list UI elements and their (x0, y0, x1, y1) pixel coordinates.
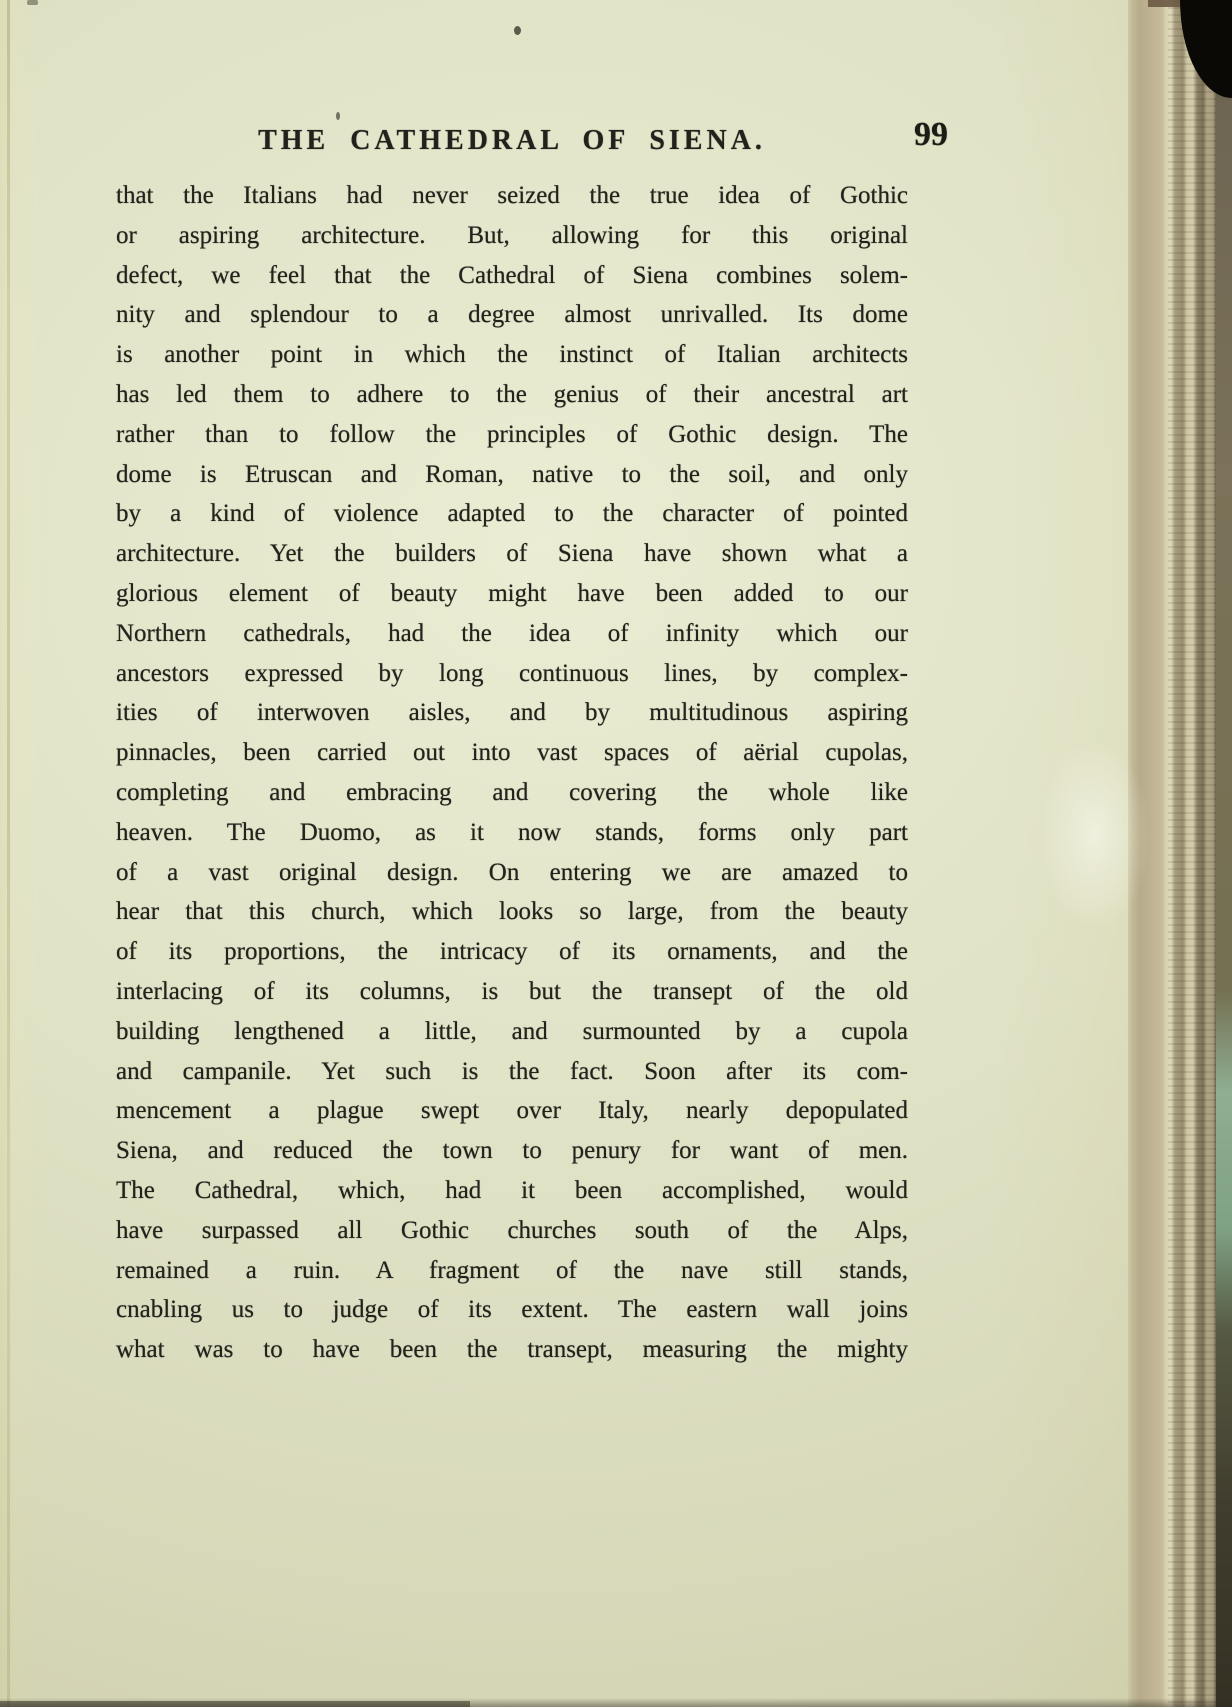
page-number: 99 (914, 116, 948, 153)
text-line: of a vast original design. On entering we are amazed to (116, 858, 908, 886)
ink-speck (27, 0, 38, 5)
ink-speck (514, 26, 521, 35)
text-line: is another point in which the instinct of Italian architects (116, 341, 908, 369)
ink-speck (336, 112, 340, 120)
text-line: ancestors expressed by long continuous lines, by complex- (116, 659, 908, 687)
text-line: have surpassed all Gothic churches south of the Alps, (116, 1216, 908, 1244)
text-line: what was to have been the transept, measuring the mighty (116, 1336, 908, 1364)
text-line: pinnacles, been carried out into vast spaces of aërial cupolas, (116, 739, 908, 767)
bottom-left-edge-shadow (0, 1701, 470, 1707)
text-line: ities of interwoven aisles, and by multitudinous aspiring (116, 699, 908, 727)
text-line: hear that this church, which looks so large, from the beauty (116, 898, 908, 926)
page-gutter-crease (7, 0, 10, 1707)
page-header-title: THE CATHEDRAL OF SIENA. (258, 125, 766, 156)
text-line: or aspiring architecture. But, allowing for this original (116, 221, 908, 249)
text-line: heaven. The Duomo, as it now stands, forms only part (116, 818, 908, 846)
text-line: nity and splendour to a degree almost unrivalled. Its dome (116, 301, 908, 329)
text-line: Northern cathedrals, had the idea of infinity which our (116, 619, 908, 647)
text-line: that the Italians had never seized the true idea of Gothic (116, 182, 908, 209)
text-line: mencement a plague swept over Italy, nearly depopulated (116, 1097, 908, 1125)
text-line: glorious element of beauty might have been added to our (116, 579, 908, 607)
text-line: completing and embracing and covering the whole like (116, 778, 908, 806)
text-line: dome is Etruscan and Roman, native to the soil, and only (116, 460, 908, 488)
text-line: architecture. Yet the builders of Siena have shown what a (116, 540, 908, 568)
text-line: defect, we feel that the Cathedral of Siena combines solem- (116, 261, 908, 289)
text-line: The Cathedral, which, had it been accomplished, would (116, 1176, 908, 1204)
running-header (116, 112, 908, 164)
text-line: and campanile. Yet such is the fact. Soon after its com- (116, 1057, 908, 1085)
text-line: of its proportions, the intricacy of its ornaments, and the (116, 938, 908, 966)
text-line: remained a ruin. A fragment of the nave still stands, (116, 1256, 908, 1284)
text-line: by a kind of violence adapted to the character of pointed (116, 500, 908, 528)
text-line: Siena, and reduced the town to penury for want of men. (116, 1137, 908, 1165)
text-line: rather than to follow the principles of Gothic design. The (116, 420, 908, 448)
scan-glare-highlight (1040, 740, 1150, 930)
text-line: cnabling us to judge of its extent. The eastern wall joins (116, 1296, 908, 1324)
fore-edge-outer-column (1216, 0, 1232, 1707)
text-line: building lengthened a little, and surmounted by a cupola (116, 1017, 908, 1045)
text-line: interlacing of its columns, is but the transept of the old (116, 977, 908, 1005)
text-line: has led them to adhere to the genius of their ancestral art (116, 380, 908, 408)
body-text (116, 176, 908, 1370)
